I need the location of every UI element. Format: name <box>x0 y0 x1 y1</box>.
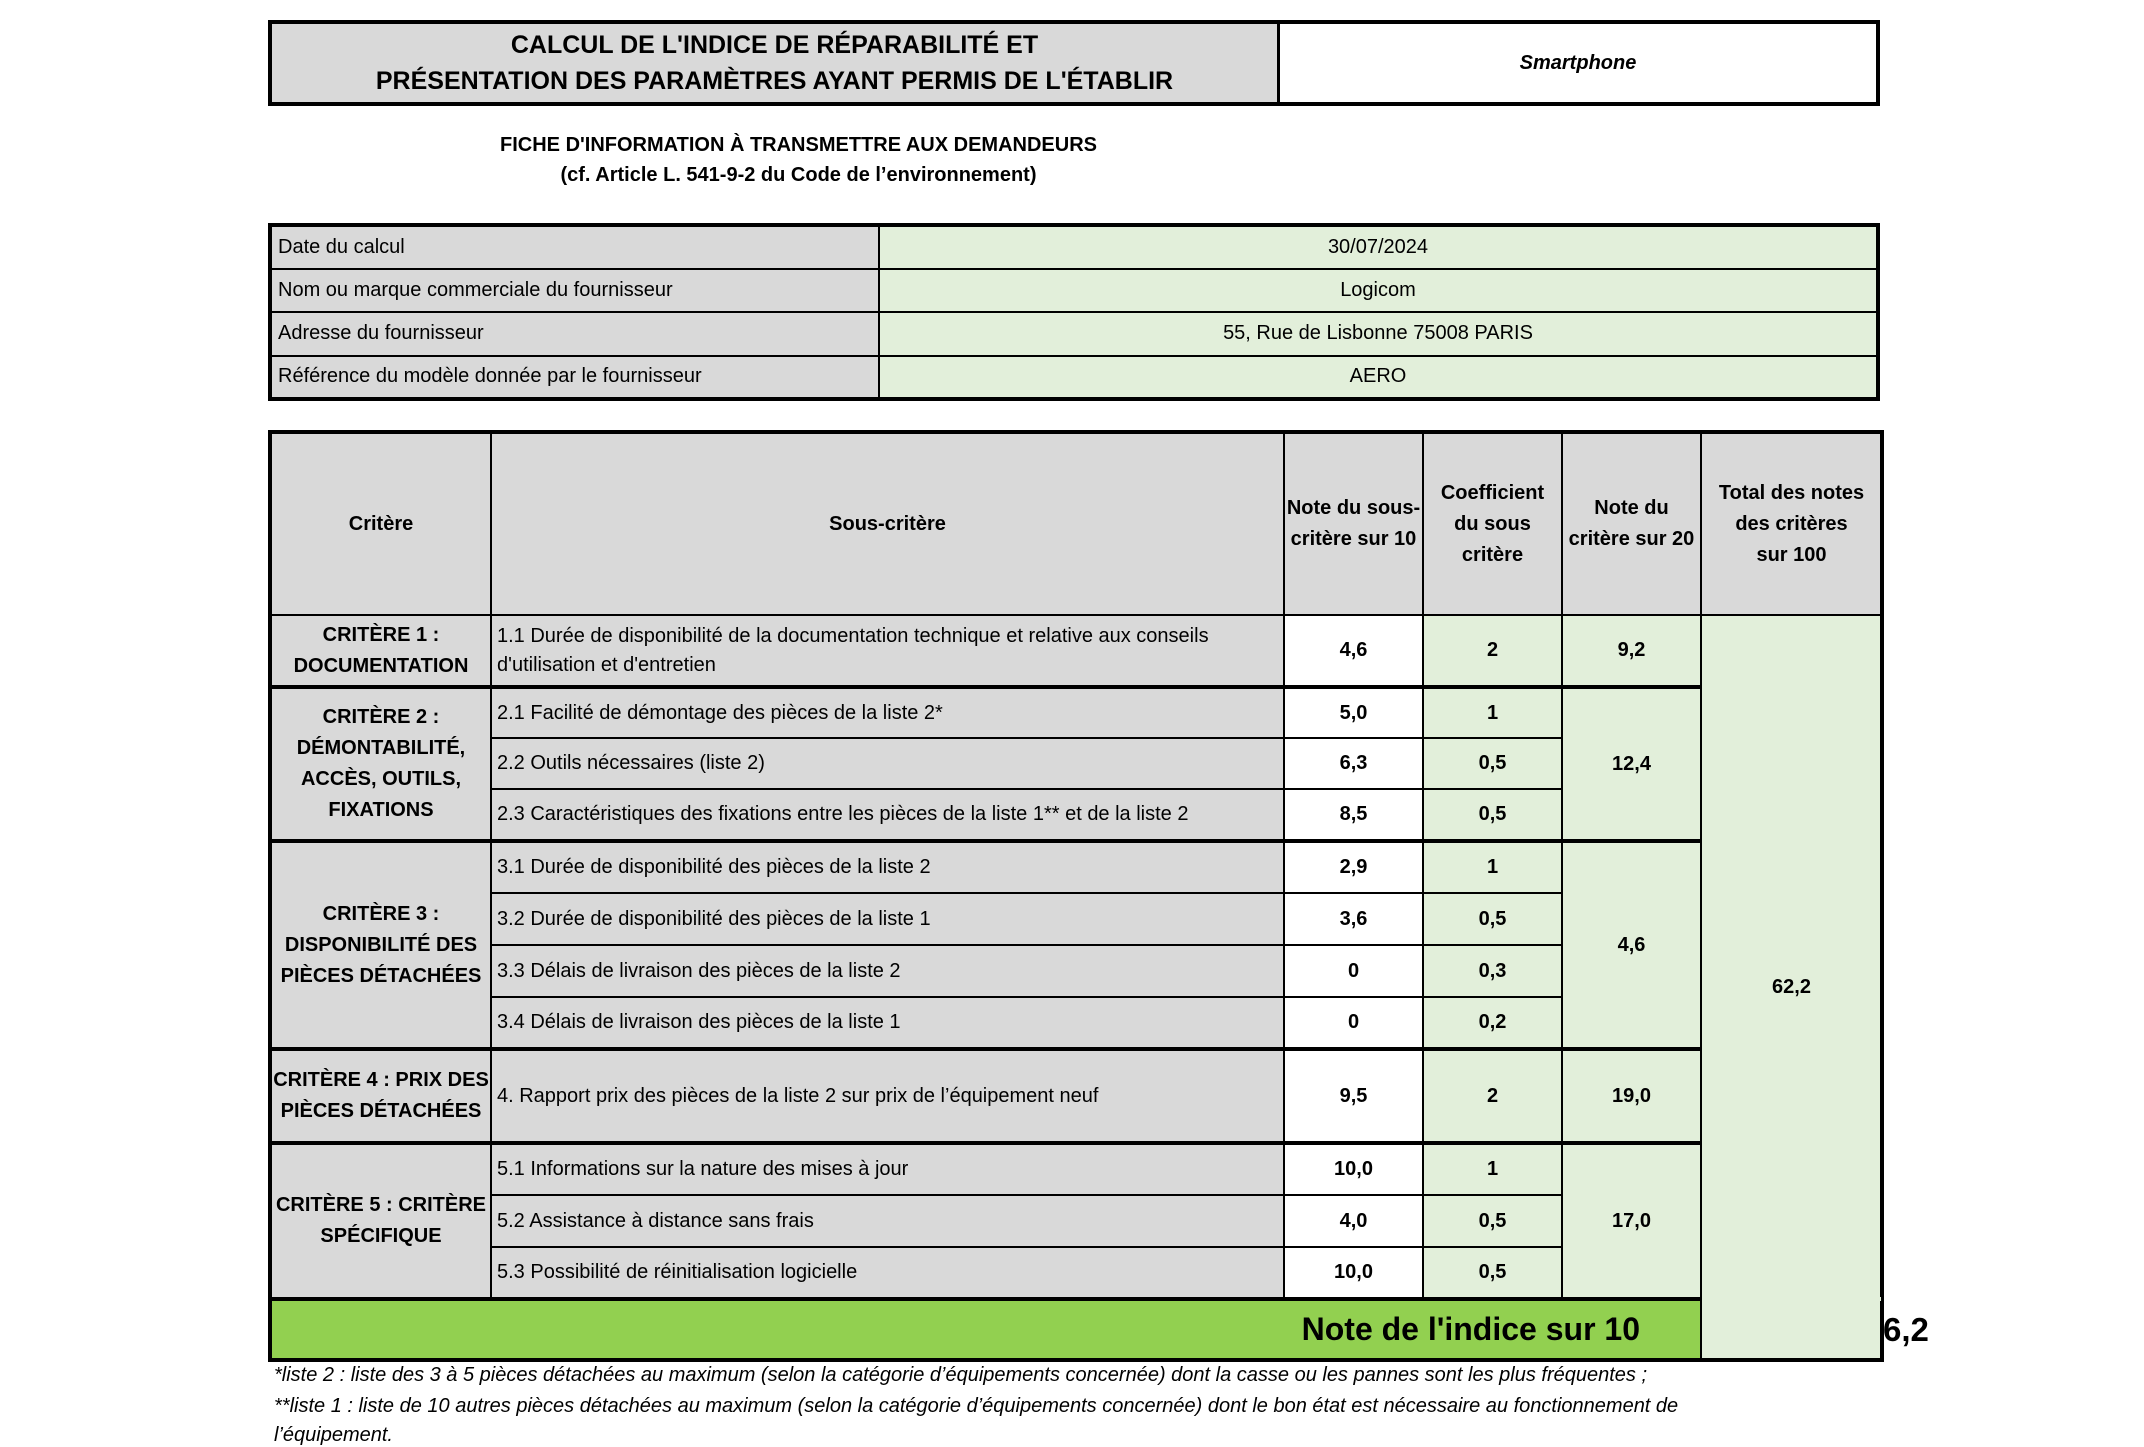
info-row <box>270 225 1878 269</box>
col-header-coef-l2: du sous <box>1454 512 1531 535</box>
table-row <box>270 1049 1882 1143</box>
sub-criterion-label: 3.3 Délais de livraison des pièces de la liste 2 <box>491 945 1284 997</box>
criterion-name-line: CRITÈRE 5 : CRITÈRE <box>275 1194 487 1216</box>
sub-criterion-note: 10,0 <box>1284 1143 1423 1195</box>
sub-criterion-note: 8,5 <box>1284 789 1423 841</box>
sub-criterion-label: 2.3 Caractéristiques des fixations entre les pièces de la liste 1** et de la liste 2 <box>491 789 1284 841</box>
sub-criterion-label: 2.2 Outils nécessaires (liste 2) <box>491 738 1284 789</box>
sub-criterion-note: 3,6 <box>1284 893 1423 945</box>
table-row <box>270 1143 1882 1195</box>
sub-criterion-label <box>491 615 1284 687</box>
col-header-total <box>1701 432 1882 615</box>
table-row <box>270 687 1882 738</box>
sub-criterion-note: 4,0 <box>1284 1195 1423 1247</box>
sub-criterion-note: 0 <box>1284 945 1423 997</box>
info-label: Date du calcul <box>270 225 879 269</box>
sub-criterion-label-line: d'utilisation et d'entretien <box>497 653 716 676</box>
sub-criterion-note: 0 <box>1284 997 1423 1049</box>
criterion-note-20: 4,6 <box>1562 841 1701 1049</box>
sub-criterion-label: 5.2 Assistance à distance sans frais <box>491 1195 1284 1247</box>
criterion-name-line: CRITÈRE 2 : <box>322 706 440 728</box>
sub-criterion-note: 4,6 <box>1284 615 1423 687</box>
form-title <box>272 24 1280 102</box>
sub-criterion-coefficient: 0,5 <box>1423 789 1562 841</box>
sub-criterion-label: 3.4 Délais de livraison des pièces de la liste 1 <box>491 997 1284 1049</box>
col-header-total-l3: sur 100 <box>1756 543 1827 566</box>
criterion-name-line: ACCÈS, OUTILS, <box>300 768 461 790</box>
sub-criterion-label: 5.1 Informations sur la nature des mises à jour <box>491 1143 1284 1195</box>
table-row <box>270 841 1882 893</box>
sub-criterion-coefficient: 1 <box>1423 1143 1562 1195</box>
form-header <box>268 20 1880 106</box>
criterion-name-line: DISPONIBILITÉ DES <box>284 933 478 956</box>
sub-criterion-coefficient: 2 <box>1423 615 1562 687</box>
criterion-name-line: DÉMONTABILITÉ, <box>296 737 466 759</box>
sub-criterion-coefficient: 0,5 <box>1423 1195 1562 1247</box>
criterion-1-name <box>270 615 491 687</box>
sub-criterion-coefficient: 0,5 <box>1423 1247 1562 1299</box>
criterion-name-line: PIÈCES DÉTACHÉES <box>280 1100 482 1122</box>
table-header-row <box>270 432 1882 615</box>
form-title-line-2: PRÉSENTATION DES PARAMÈTRES AYANT PERMIS DE L'ÉTABLIR <box>375 67 1174 95</box>
sub-criterion-note: 2,9 <box>1284 841 1423 893</box>
supplier-info-table <box>268 223 1880 401</box>
total-notes-100: 62,2 <box>1701 615 1882 1360</box>
info-row <box>270 312 1878 356</box>
info-value: 30/07/2024 <box>879 225 1878 269</box>
criterion-4-name <box>270 1049 491 1143</box>
col-header-total-l2: des critères <box>1735 512 1848 535</box>
criterion-2-name <box>270 687 491 841</box>
criterion-3-name <box>270 841 491 1049</box>
sub-criterion-coefficient: 2 <box>1423 1049 1562 1143</box>
criterion-name-line: SPÉCIFIQUE <box>320 1225 442 1247</box>
criterion-name-line: PIÈCES DÉTACHÉES <box>280 964 482 987</box>
col-header-note-crit-l1: Note du <box>1594 497 1669 519</box>
col-header-note-crit-l2: critère sur 20 <box>1568 528 1695 550</box>
criterion-name-line: CRITÈRE 3 : <box>322 902 440 925</box>
col-header-note-sub-l1: Note du sous- <box>1286 497 1421 519</box>
sub-criterion-label-line: 1.1 Durée de disponibilité de la documentation technique et relative aux conseils <box>497 624 1209 647</box>
info-row <box>270 356 1878 400</box>
col-header-note-criterion <box>1562 432 1701 615</box>
info-row <box>270 269 1878 313</box>
sub-criterion-coefficient: 0,2 <box>1423 997 1562 1049</box>
criterion-name-line: FIXATIONS <box>328 799 434 821</box>
form-title-line-1: CALCUL DE L'INDICE DE RÉPARABILITÉ ET <box>510 31 1039 59</box>
sub-criterion-coefficient: 1 <box>1423 841 1562 893</box>
info-value: AERO <box>879 356 1878 400</box>
sub-criterion-note: 6,3 <box>1284 738 1423 789</box>
sub-criterion-label: 5.3 Possibilité de réinitialisation logicielle <box>491 1247 1284 1299</box>
criterion-note-20: 17,0 <box>1562 1143 1701 1299</box>
info-label: Nom ou marque commerciale du fournisseur <box>270 269 879 313</box>
col-header-criterion: Critère <box>270 432 491 615</box>
footnote-liste-2: *liste 2 : liste des 3 à 5 pièces détachées au maximum (selon la catégorie d’équipements concernée) dont la casse ou les pannes sont les plus fréquentes ; <box>274 1364 1648 1386</box>
footnote-liste-1-continued: l’équipement. <box>274 1424 393 1446</box>
criterion-name-line: CRITÈRE 1 : <box>322 623 440 646</box>
sub-criterion-coefficient: 1 <box>1423 687 1562 738</box>
info-value: 55, Rue de Lisbonne 75008 PARIS <box>879 312 1878 356</box>
col-header-note-sub-l2: critère sur 10 <box>1290 528 1417 550</box>
sub-criterion-label: 3.1 Durée de disponibilité des pièces de la liste 2 <box>491 841 1284 893</box>
repairability-score-table <box>268 430 1929 1362</box>
sub-criterion-coefficient: 0,5 <box>1423 893 1562 945</box>
criterion-name-line: CRITÈRE 4 : PRIX DES <box>273 1069 489 1091</box>
col-header-coef-l1: Coefficient <box>1440 481 1545 504</box>
sub-criterion-label: 4. Rapport prix des pièces de la liste 2 sur prix de l’équipement neuf <box>491 1049 1284 1143</box>
subtitle-line-2: (cf. Article L. 541-9-2 du Code de l’environnement) <box>560 164 1037 186</box>
col-header-note-sub <box>1284 432 1423 615</box>
info-label: Adresse du fournisseur <box>270 312 879 356</box>
sub-criterion-note: 5,0 <box>1284 687 1423 738</box>
col-header-coef-l3: critère <box>1461 543 1524 566</box>
sub-criterion-note: 9,5 <box>1284 1049 1423 1143</box>
sub-criterion-note: 10,0 <box>1284 1247 1423 1299</box>
subtitle-line-1: FICHE D'INFORMATION À TRANSMETTRE AUX DEMANDEURS <box>500 134 1097 156</box>
criterion-5-name <box>270 1143 491 1299</box>
sub-criterion-label: 3.2 Durée de disponibilité des pièces de la liste 1 <box>491 893 1284 945</box>
criterion-note-20: 19,0 <box>1562 1049 1701 1143</box>
criterion-note-20: 9,2 <box>1562 615 1701 687</box>
final-score-row: Note de l'indice sur 10 6,2 <box>270 1299 1882 1360</box>
footnote-liste-1: **liste 1 : liste de 10 autres pièces détachées au maximum (selon la catégorie d’équipements concernée) dont le bon état est nécessaire au fonctionnement de <box>274 1395 1679 1417</box>
criterion-note-20: 12,4 <box>1562 687 1701 841</box>
col-header-total-l1: Total des notes <box>1718 481 1865 504</box>
col-header-sub-criterion: Sous-critère <box>491 432 1284 615</box>
product-category: Smartphone <box>1280 24 1876 102</box>
sub-criterion-label: 2.1 Facilité de démontage des pièces de la liste 2* <box>491 687 1284 738</box>
col-header-coefficient <box>1423 432 1562 615</box>
info-value: Logicom <box>879 269 1878 313</box>
final-score-label: Note de l'indice sur 10 <box>270 1299 1701 1360</box>
sub-criterion-coefficient: 0,3 <box>1423 945 1562 997</box>
table-row <box>270 615 1882 687</box>
info-label: Référence du modèle donnée par le fournisseur <box>270 356 879 400</box>
criterion-name-line: DOCUMENTATION <box>293 654 469 677</box>
sub-criterion-coefficient: 0,5 <box>1423 738 1562 789</box>
